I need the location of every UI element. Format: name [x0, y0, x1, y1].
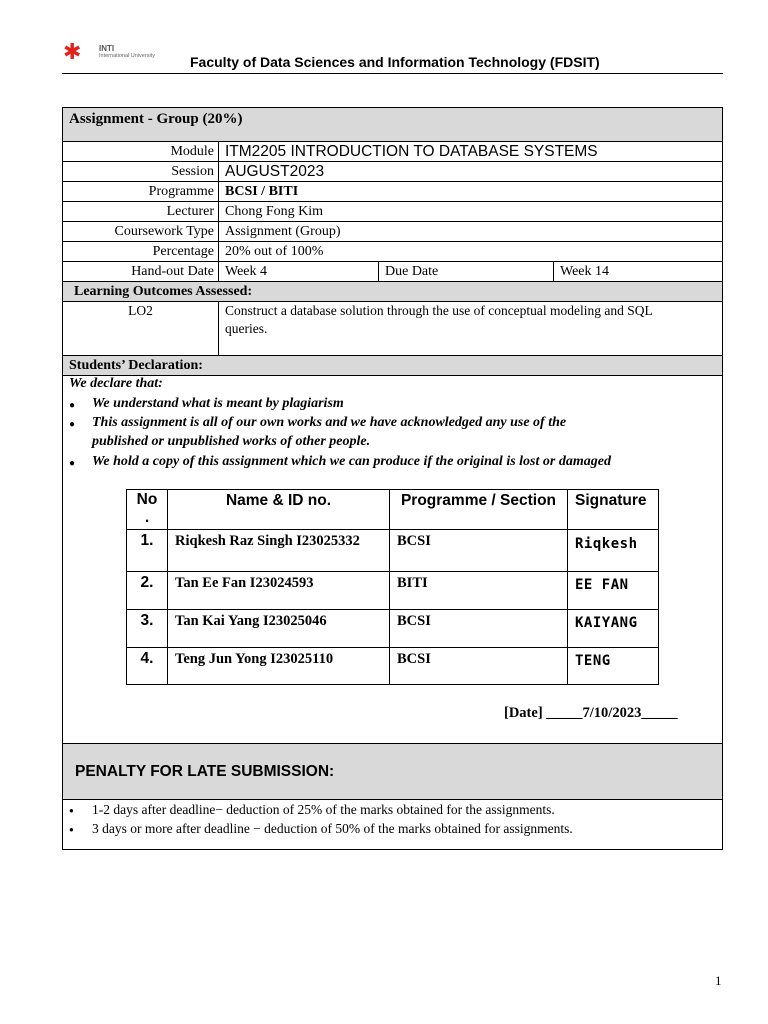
lecturer-label: Lecturer [63, 202, 219, 221]
student-row [127, 530, 658, 572]
declaration-bullet-1: We understand what is meant by plagiarism [92, 396, 344, 411]
student-signature: TENG [575, 653, 611, 669]
percentage-row [63, 242, 722, 262]
penalty-item-1: 1-2 days after deadline− deduction of 25% of the marks obtained for the assignments. [92, 802, 555, 817]
module-value: ITM2205 INTRODUCTION TO DATABASE SYSTEMS [225, 143, 598, 160]
asterisk-logo-icon: ✱ [63, 40, 82, 65]
dates-row [63, 262, 722, 282]
student-name-id: Teng Jun Yong I23025110 [168, 648, 390, 684]
module-row [63, 142, 722, 162]
coursework-type-label: Coursework Type [63, 222, 219, 241]
learning-outcomes-title: Learning Outcomes Assessed: [74, 284, 253, 299]
assignment-cover-form [62, 107, 723, 850]
no-header: No . [127, 490, 168, 529]
bullet-icon: ● [69, 458, 76, 469]
declaration-section [63, 376, 722, 744]
programme-label: Programme [63, 182, 219, 201]
student-programme: BCSI [390, 648, 568, 684]
page-number: 1 [715, 973, 722, 988]
student-no: 3. [127, 610, 168, 647]
students-table-header [127, 490, 658, 530]
assignment-title-row [63, 108, 722, 142]
programme-header: Programme / Section [390, 490, 568, 529]
student-programme: BCSI [390, 610, 568, 647]
declaration-bullet-2-line-2: published or unpublished works of other people. [92, 434, 371, 449]
student-name-id: Riqkesh Raz Singh I23025332 [168, 530, 390, 571]
student-no: 4. [127, 648, 168, 684]
penalty-list [63, 800, 722, 849]
student-programme: BCSI [390, 530, 568, 571]
session-value: AUGUST2023 [225, 163, 325, 180]
session-row [63, 162, 722, 182]
student-row [127, 648, 658, 684]
signature-header: Signature [575, 492, 647, 509]
student-signature: KAIYANG [575, 615, 638, 631]
penalty-header [63, 744, 722, 800]
bullet-icon: ● [69, 419, 76, 430]
session-label: Session [63, 162, 219, 181]
percentage-value: 20% out of 100% [225, 244, 324, 259]
student-row [127, 610, 658, 648]
declaration-bullet-3: We hold a copy of this assignment which we can produce if the original is lost or damaged [92, 454, 611, 469]
student-name-id: Tan Ee Fan I23024593 [168, 572, 390, 609]
declaration-title: Students’ Declaration: [69, 358, 203, 373]
handout-value: Week 4 [219, 262, 379, 281]
students-table [126, 489, 659, 685]
student-signature: Riqkesh [575, 536, 638, 552]
percentage-label: Percentage [63, 242, 219, 261]
logo-subtitle: International University [99, 53, 155, 59]
bullet-icon: ● [69, 806, 74, 815]
learning-outcomes-header [63, 282, 722, 302]
bullet-icon: ● [69, 825, 74, 834]
lo-description [219, 302, 722, 355]
header-divider [62, 73, 723, 74]
student-programme: BITI [390, 572, 568, 609]
coursework-type-row [63, 222, 722, 242]
programme-value: BCSI / BITI [225, 184, 299, 199]
student-no: 1. [127, 530, 168, 571]
lo-description-line1: Construct a database solution through the use of conceptual modeling and SQL [225, 303, 653, 318]
lo-code: LO2 [63, 302, 219, 355]
assignment-title: Assignment - Group (20%) [69, 111, 243, 127]
student-signature: EE FAN [575, 577, 629, 593]
handout-label: Hand-out Date [63, 262, 219, 281]
logo-name: INTI [99, 44, 115, 53]
due-date-label: Due Date [379, 262, 554, 281]
declaration-bullet-2-line-1: This assignment is all of our own works and we have acknowledged any use of the [92, 415, 567, 430]
student-row [127, 572, 658, 610]
learning-outcome-row [63, 302, 722, 356]
name-header: Name & ID no. [168, 490, 390, 529]
lo-description-line2: queries. [225, 321, 268, 336]
penalty-title: PENALTY FOR LATE SUBMISSION: [75, 763, 335, 780]
declaration-intro: We declare that: [69, 376, 163, 391]
student-no: 2. [127, 572, 168, 609]
module-label: Module [63, 142, 219, 161]
coursework-type-value: Assignment (Group) [225, 224, 341, 239]
student-name-id: Tan Kai Yang I23025046 [168, 610, 390, 647]
lecturer-row [63, 202, 722, 222]
programme-row [63, 182, 722, 202]
declaration-header [63, 356, 722, 376]
due-date-value: Week 14 [560, 264, 610, 279]
bullet-icon: ● [69, 400, 76, 411]
faculty-title: Faculty of Data Sciences and Information Technology (FDSIT) [190, 54, 600, 70]
lecturer-value: Chong Fong Kim [225, 204, 324, 219]
inti-logo [63, 42, 173, 66]
penalty-item-2: 3 days or more after deadline − deduction of 50% of the marks obtained for assignments. [92, 821, 573, 836]
submission-date: [Date] _____7/10/2023_____ [504, 705, 678, 721]
